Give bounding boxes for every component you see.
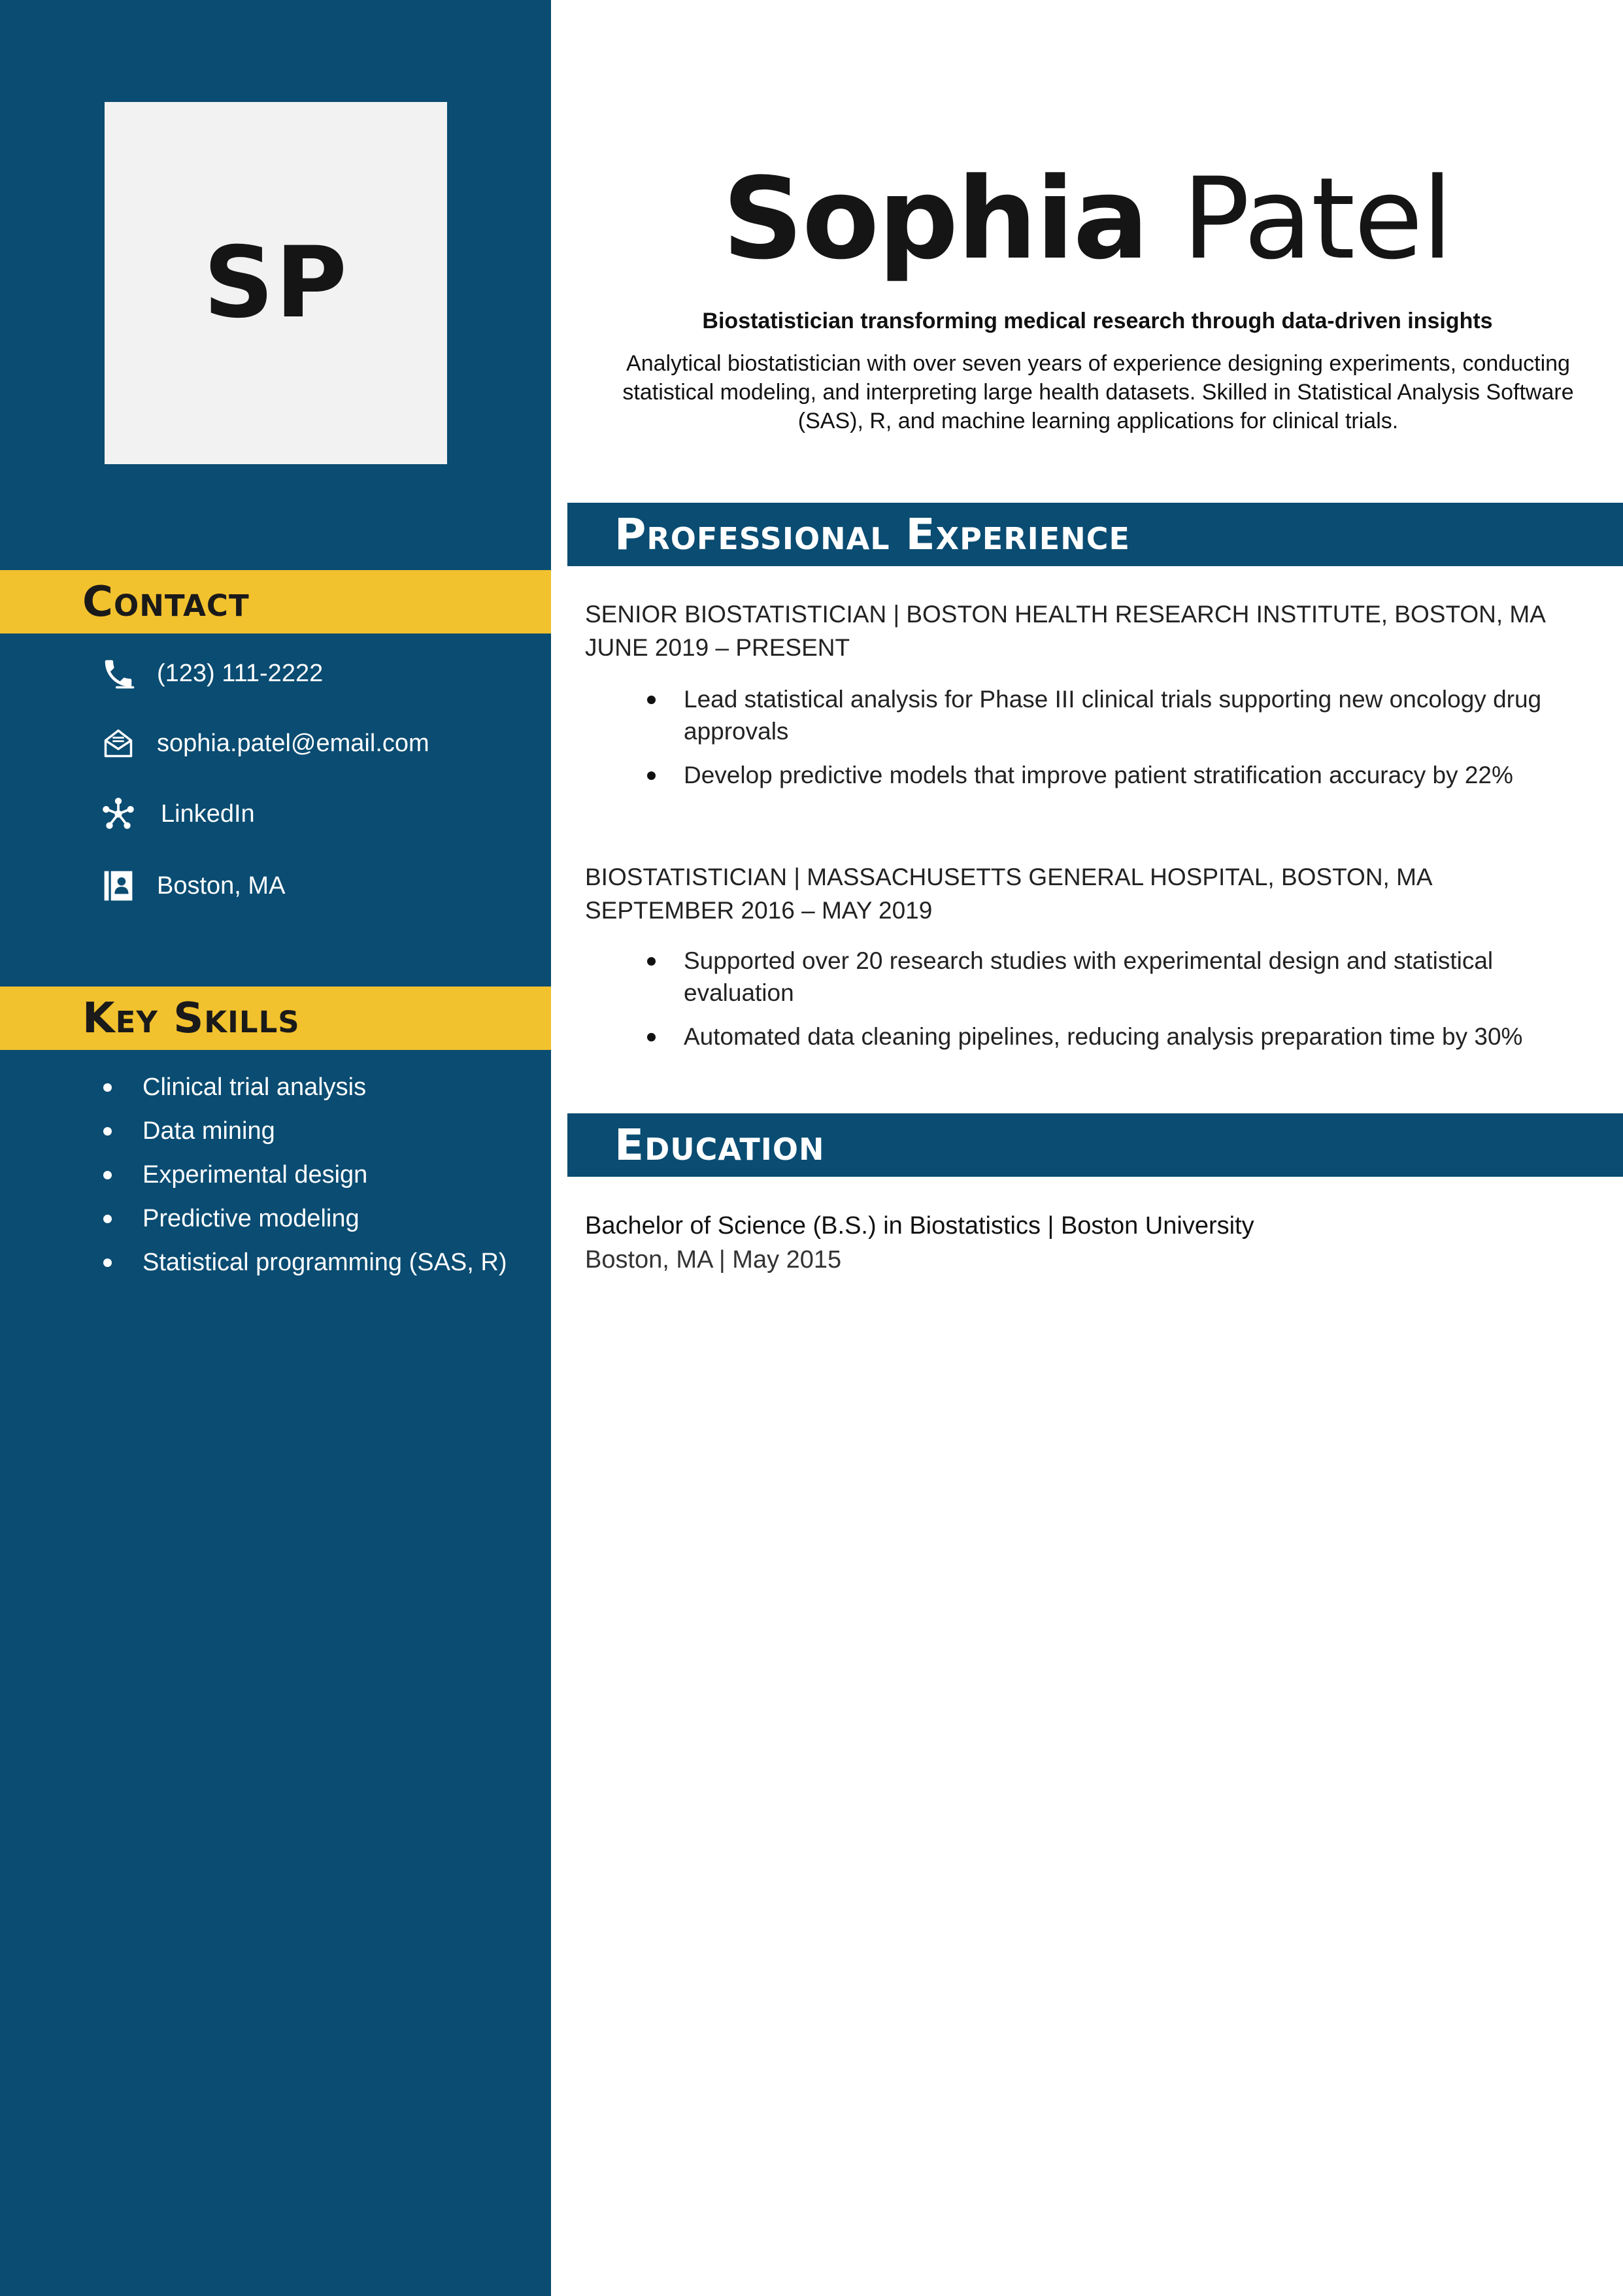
job-bullet: Automated data cleaning pipelines, reducing analysis preparation time by 30% [585,1021,1605,1053]
job-bullet: Lead statistical analysis for Phase III clinical trials supporting new oncology drug approvals [585,683,1605,747]
job-bullet: Develop predictive models that improve patient stratification accuracy by 22% [585,759,1605,791]
tagline: Biostatistician transforming medical research through data-driven insights [702,309,1493,333]
skill-item: Predictive modeling [98,1202,516,1235]
education-degree: Bachelor of Science (B.S.) in Biostatistics | Boston University [585,1212,1254,1240]
skills-list [98,1071,516,1290]
phone-icon [98,654,139,692]
job-title-line: SENIOR BIOSTATISTICIAN | BOSTON HEALTH RESEARCH INSTITUTE, BOSTON, MA [585,601,1546,628]
education-detail: Boston, MA | May 2015 [585,1246,842,1274]
contact-email-row[interactable] [98,724,429,763]
job-bullets [585,945,1605,1064]
skill-item: Data mining [98,1115,516,1147]
contact-phone-row[interactable] [98,654,323,693]
linkedin-icon [98,795,139,833]
job-bullets [585,683,1605,803]
skills-heading-band [0,987,551,1050]
skill-item: Clinical trial analysis [98,1071,516,1104]
skill-item: Statistical programming (SAS, R) [98,1246,516,1279]
contact-email: sophia.patel@email.com [157,729,429,757]
first-name: Sophia [722,153,1148,284]
job-title-line: BIOSTATISTICIAN | MASSACHUSETTS GENERAL HOSPITAL, BOSTON, MA [585,864,1433,890]
contact-heading-band [0,570,551,633]
email-icon [98,724,139,762]
summary: Analytical biostatistician with over seven years of experience designing experiments, conducting statistical modeling, and interpreting large health datasets. Skilled in Statistical Analysis Software (SAS), R, and machine learning applications for clinical trials. [622,351,1574,433]
job-bullet: Supported over 20 research studies with experimental design and statistical evaluation [585,945,1605,1009]
skill-item: Experimental design [98,1158,516,1191]
experience-heading-band [567,503,1623,566]
education-heading: Education [614,1120,825,1170]
location-icon [98,867,139,905]
contact-linkedin-row[interactable] [98,794,255,834]
last-name: Patel [1182,153,1452,284]
contact-heading: Contact [82,577,250,626]
contact-location-row [98,866,285,905]
experience-heading: Professional Experience [614,509,1130,560]
monogram-initials: SP [203,226,348,340]
full-name [551,154,1623,284]
job-dates: SEPTEMBER 2016 – MAY 2019 [585,897,933,924]
education-heading-band [567,1113,1623,1177]
skills-heading: Key Skills [82,994,300,1043]
job-dates: JUNE 2019 – PRESENT [585,634,850,661]
monogram-box [105,102,447,464]
contact-linkedin: LinkedIn [161,800,255,828]
contact-location: Boston, MA [157,871,286,900]
contact-phone: (123) 111-2222 [157,659,324,687]
